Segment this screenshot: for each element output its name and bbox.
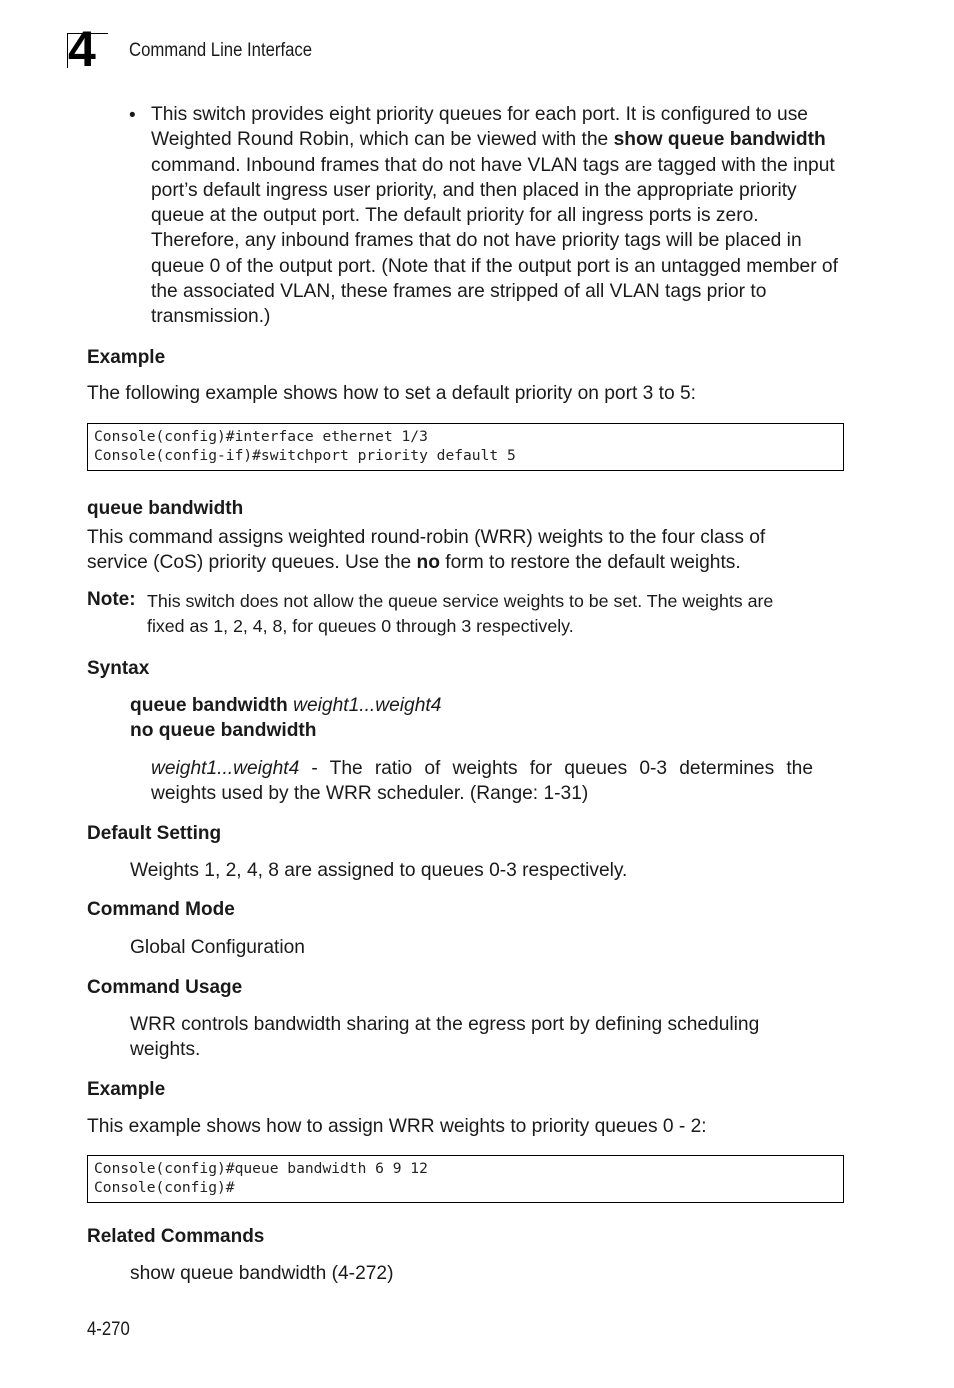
bullet-paragraph	[151, 102, 851, 330]
code-line: Console(config)#interface ethernet 1/3	[94, 428, 428, 445]
example2-code-block	[87, 1155, 844, 1203]
syntax-no-command	[130, 718, 317, 743]
command-desc-part2: form to restore the default weights.	[439, 552, 741, 574]
page-number: 4-270	[87, 1319, 130, 1340]
example1-code-block	[87, 423, 844, 471]
example1-heading: Example	[87, 347, 166, 368]
default-setting-heading: Default Setting	[87, 823, 222, 844]
example2-intro: This example shows how to assign WRR weights to priority queues 0 - 2:	[87, 1116, 707, 1137]
related-command-link[interactable]: show queue bandwidth (4-272)	[130, 1263, 394, 1284]
note-line1: This switch does not allow the queue service weights to be set. The weights are	[147, 591, 774, 611]
example2-heading: Example	[87, 1079, 166, 1100]
syntax-param-name: weight1...weight4	[151, 758, 300, 779]
syntax-command-param: weight1...weight4	[293, 695, 442, 716]
bullet-text-part1: This switch provides eight priority queues for each port. It is configured to use Weighted Round Robin, which can be viewed with the	[151, 104, 808, 151]
example1-intro: The following example shows how to set a default priority on port 3 to 5:	[87, 383, 696, 404]
command-usage-heading: Command Usage	[87, 977, 243, 998]
syntax-param-text: - The ratio of weights for queues 0-3 determines the weights used by the WRR scheduler. (Range: 1-31)	[151, 758, 813, 805]
command-mode-text: Global Configuration	[130, 937, 305, 958]
running-header-title: Command Line Interface	[129, 40, 313, 61]
default-setting-text: Weights 1, 2, 4, 8 are assigned to queues 0-3 respectively.	[130, 860, 628, 881]
chapter-number: 4	[68, 21, 96, 77]
bullet-marker: •	[129, 105, 136, 126]
note-label: Note:	[87, 589, 136, 610]
bullet-text-part2: command. Inbound frames that do not have VLAN tags are tagged with the input port’s default ingress user priority, and then placed in the appropriate priority queue at the output port. The default priority for all ingress ports is zero. Therefore, any inbound frames that do not have priority tags will be placed in queue 0 of the output port. (Note that if the output port is an untagged member of the associated VLAN, these frames are stripped of all VLAN tags prior to transmission.)	[151, 154, 838, 328]
command-desc-no: no	[416, 552, 440, 574]
code-line: Console(config)#queue bandwidth 6 9 12	[94, 1160, 428, 1177]
syntax-no-command-name: no queue bandwidth	[130, 720, 317, 741]
command-title: queue bandwidth	[87, 498, 244, 519]
bullet-command-ref: show queue bandwidth	[613, 129, 826, 151]
related-commands-heading: Related Commands	[87, 1226, 265, 1247]
command-desc-part1: This command assigns weighted round-robin (WRR) weights to the four class of service (CoS) priority queues. Use the	[87, 527, 766, 574]
note-line2: fixed as 1, 2, 4, 8, for queues 0 through 3 respectively.	[147, 616, 574, 636]
syntax-command-name: queue bandwidth	[130, 695, 288, 716]
command-usage-text: WRR controls bandwidth sharing at the egress port by defining scheduling weights.	[130, 1014, 760, 1061]
command-description	[87, 525, 827, 576]
syntax-heading: Syntax	[87, 658, 150, 679]
command-mode-heading: Command Mode	[87, 899, 235, 920]
syntax-command	[130, 693, 441, 718]
code-line: Console(config-if)#switchport priority default 5	[94, 447, 516, 464]
syntax-parameter-desc	[151, 756, 813, 807]
code-line: Console(config)#	[94, 1179, 235, 1196]
